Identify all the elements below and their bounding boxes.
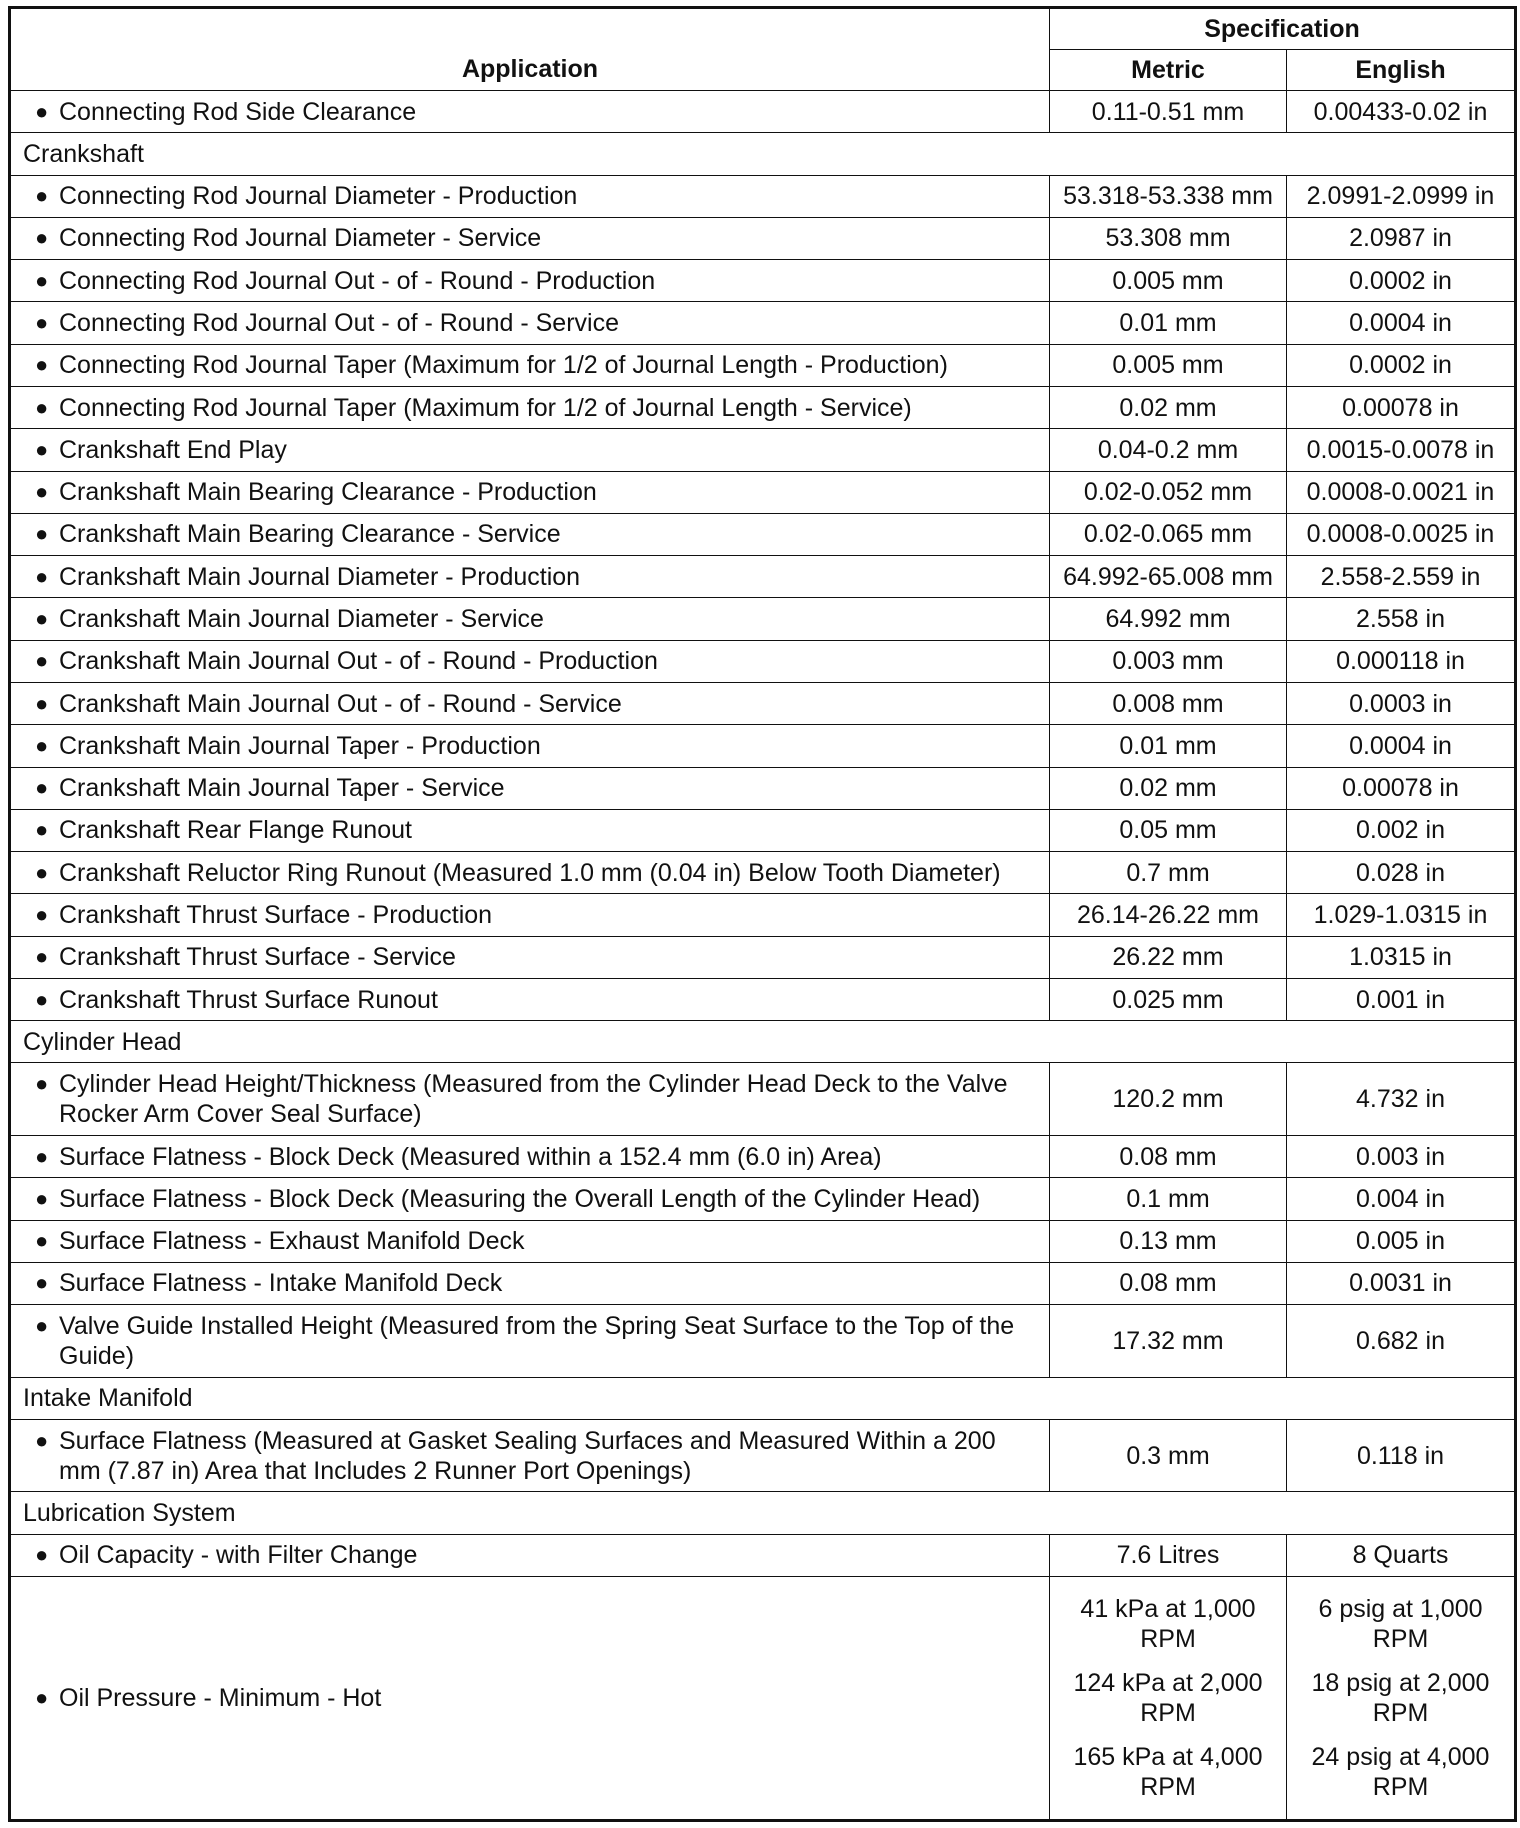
bullet-icon — [23, 393, 59, 423]
application-cell — [10, 344, 1050, 386]
table-row — [10, 175, 1516, 217]
list-item — [23, 1142, 1037, 1172]
table-row — [10, 513, 1516, 555]
bullet-icon — [23, 773, 59, 803]
list-item — [23, 985, 1037, 1015]
bullet-icon — [23, 815, 59, 845]
english-value: 0.002 in — [1287, 809, 1516, 851]
table-row — [10, 809, 1516, 851]
metric-value: 0.01 mm — [1050, 725, 1287, 767]
metric-value: 120.2 mm — [1050, 1063, 1287, 1136]
application-label: Crankshaft Main Bearing Clearance - Service — [59, 520, 561, 549]
bullet-icon — [23, 900, 59, 930]
bullet-icon — [23, 97, 59, 127]
english-value: 4.732 in — [1287, 1063, 1516, 1136]
bullet-icon — [23, 223, 59, 253]
application-label: Crankshaft Thrust Surface - Production — [59, 900, 493, 929]
list-item — [23, 97, 1037, 127]
metric-value: 0.02-0.052 mm — [1050, 471, 1287, 513]
list-item — [23, 815, 1037, 845]
metric-value: 0.3 mm — [1050, 1419, 1287, 1492]
english-value: 1.0315 in — [1287, 936, 1516, 978]
application-label: Connecting Rod Journal Out - of - Round - Service — [59, 309, 619, 338]
table-row — [10, 767, 1516, 809]
table-row — [10, 386, 1516, 428]
table-row — [10, 302, 1516, 344]
application-label: Crankshaft Main Journal Diameter - Service — [59, 605, 544, 634]
list-item — [23, 1226, 1037, 1256]
list-item — [23, 1540, 1037, 1570]
application-label: Surface Flatness - Intake Manifold Deck — [59, 1269, 503, 1298]
bullet-icon — [23, 689, 59, 719]
table-body — [10, 91, 1516, 1821]
application-cell — [10, 1305, 1050, 1378]
application-cell — [10, 1576, 1050, 1820]
metric-value: 0.08 mm — [1050, 1262, 1287, 1304]
list-item — [23, 562, 1037, 592]
application-label: Crankshaft Main Journal Diameter - Production — [59, 562, 581, 591]
english-value: 0.682 in — [1287, 1305, 1516, 1378]
bullet-icon — [23, 477, 59, 507]
table-row — [10, 1305, 1516, 1378]
english-pressure-value: 6 psig at 1,000 RPM — [1318, 1594, 1483, 1653]
section-row — [10, 133, 1516, 175]
metric-value: 0.005 mm — [1050, 344, 1287, 386]
list-item — [23, 731, 1037, 761]
application-cell — [10, 302, 1050, 344]
application-label: Surface Flatness - Block Deck (Measured within a 152.4 mm (6.0 in) Area) — [59, 1142, 882, 1171]
bullet-icon — [23, 1311, 59, 1341]
section-row — [10, 1021, 1516, 1063]
metric-value: 0.1 mm — [1050, 1178, 1287, 1220]
bullet-icon — [23, 731, 59, 761]
application-label: Oil Pressure - Minimum - Hot — [59, 1683, 382, 1712]
bullet-icon — [23, 985, 59, 1015]
section-title: Cylinder Head — [10, 1021, 1516, 1063]
english-value: 0.0015-0.0078 in — [1287, 429, 1516, 471]
table-row — [10, 1135, 1516, 1177]
list-item — [23, 181, 1037, 211]
application-cell — [10, 809, 1050, 851]
english-value: 2.558-2.559 in — [1287, 556, 1516, 598]
english-value: 0.00078 in — [1287, 386, 1516, 428]
oil-pressure-row — [10, 1576, 1516, 1820]
metric-value: 0.003 mm — [1050, 640, 1287, 682]
specification-table — [8, 6, 1517, 1822]
metric-value: 53.318-53.338 mm — [1050, 175, 1287, 217]
application-label: Cylinder Head Height/Thickness (Measured from the Cylinder Head Deck to the Valve Rocker Arm Cover Seal Surface) — [59, 1070, 1008, 1129]
application-label: Oil Capacity - with Filter Change — [59, 1541, 418, 1570]
application-cell — [10, 1419, 1050, 1492]
application-label: Connecting Rod Journal Taper (Maximum for 1/2 of Journal Length - Production) — [59, 351, 948, 380]
metric-value: 7.6 Litres — [1050, 1534, 1287, 1576]
application-label: Connecting Rod Journal Taper (Maximum for 1/2 of Journal Length - Service) — [59, 393, 912, 422]
english-value: 0.028 in — [1287, 852, 1516, 894]
list-item — [23, 519, 1037, 549]
list-item — [23, 350, 1037, 380]
table-row — [10, 471, 1516, 513]
list-item — [23, 942, 1037, 972]
table-row — [10, 556, 1516, 598]
bullet-icon — [23, 562, 59, 592]
list-item — [23, 1069, 1037, 1129]
application-header: Application — [10, 8, 1050, 91]
english-header: English — [1287, 50, 1516, 91]
table-row — [10, 978, 1516, 1020]
metric-value: 64.992-65.008 mm — [1050, 556, 1287, 598]
bullet-icon — [23, 1184, 59, 1214]
english-value: 0.00433-0.02 in — [1287, 91, 1516, 133]
section-title: Crankshaft — [10, 133, 1516, 175]
application-cell — [10, 725, 1050, 767]
application-cell — [10, 175, 1050, 217]
application-cell — [10, 1220, 1050, 1262]
application-label: Connecting Rod Side Clearance — [59, 97, 417, 126]
bullet-icon — [23, 1268, 59, 1298]
application-cell — [10, 386, 1050, 428]
application-label: Crankshaft Main Journal Taper - Service — [59, 774, 505, 803]
bullet-icon — [23, 519, 59, 549]
list-item — [23, 858, 1037, 888]
application-cell — [10, 682, 1050, 724]
table-row — [10, 91, 1516, 133]
english-value: 0.0008-0.0025 in — [1287, 513, 1516, 555]
table-row — [10, 1178, 1516, 1220]
list-item — [23, 1426, 1037, 1486]
list-item — [23, 308, 1037, 338]
table-row — [10, 429, 1516, 471]
application-label: Crankshaft Main Journal Taper - Production — [59, 731, 541, 760]
metric-value: 64.992 mm — [1050, 598, 1287, 640]
english-value: 0.003 in — [1287, 1135, 1516, 1177]
application-label: Crankshaft End Play — [59, 435, 287, 464]
english-value-group — [1287, 1576, 1516, 1820]
application-label: Surface Flatness (Measured at Gasket Sealing Surfaces and Measured Within a 200 mm (7.87 in) Area that Includes 2 Runner Port Openings) — [59, 1426, 996, 1485]
english-pressure-value: 24 psig at 4,000 RPM — [1311, 1742, 1490, 1801]
bullet-icon — [23, 1540, 59, 1570]
list-item — [23, 900, 1037, 930]
application-cell — [10, 513, 1050, 555]
table-row — [10, 217, 1516, 259]
section-row — [10, 1492, 1516, 1534]
metric-value: 0.08 mm — [1050, 1135, 1287, 1177]
metric-value: 0.008 mm — [1050, 682, 1287, 724]
list-item — [23, 477, 1037, 507]
english-value: 0.000118 in — [1287, 640, 1516, 682]
table-row — [10, 894, 1516, 936]
bullet-icon — [23, 308, 59, 338]
english-value: 2.0987 in — [1287, 217, 1516, 259]
list-item — [23, 604, 1037, 634]
metric-value: 0.05 mm — [1050, 809, 1287, 851]
table-row — [10, 1262, 1516, 1304]
metric-value: 26.22 mm — [1050, 936, 1287, 978]
list-item — [23, 773, 1037, 803]
metric-value: 0.11-0.51 mm — [1050, 91, 1287, 133]
english-value: 1.029-1.0315 in — [1287, 894, 1516, 936]
application-cell — [10, 936, 1050, 978]
table-row — [10, 852, 1516, 894]
bullet-icon — [23, 942, 59, 972]
table-row — [10, 1220, 1516, 1262]
english-value: 0.0002 in — [1287, 344, 1516, 386]
application-cell — [10, 852, 1050, 894]
english-value: 0.0031 in — [1287, 1262, 1516, 1304]
application-label: Crankshaft Main Bearing Clearance - Production — [59, 478, 597, 507]
section-title: Lubrication System — [10, 1492, 1516, 1534]
metric-value: 0.005 mm — [1050, 260, 1287, 302]
list-item — [23, 1184, 1037, 1214]
application-label: Connecting Rod Journal Diameter - Service — [59, 224, 542, 253]
application-label: Connecting Rod Journal Out - of - Round - Production — [59, 266, 656, 295]
application-label: Surface Flatness - Block Deck (Measuring the Overall Length of the Cylinder Head) — [59, 1184, 981, 1213]
metric-value: 0.7 mm — [1050, 852, 1287, 894]
list-item — [23, 223, 1037, 253]
english-value: 0.0002 in — [1287, 260, 1516, 302]
application-label: Crankshaft Rear Flange Runout — [59, 816, 412, 845]
english-value: 0.0003 in — [1287, 682, 1516, 724]
application-cell — [10, 217, 1050, 259]
list-item — [23, 689, 1037, 719]
application-cell — [10, 598, 1050, 640]
section-row — [10, 1377, 1516, 1419]
metric-pressure-value: 41 kPa at 1,000 RPM — [1080, 1594, 1256, 1653]
table-row — [10, 725, 1516, 767]
application-cell — [10, 471, 1050, 513]
list-item — [23, 393, 1037, 423]
list-item — [23, 1268, 1037, 1298]
application-cell — [10, 556, 1050, 598]
application-label: Connecting Rod Journal Diameter - Production — [59, 182, 578, 211]
section-title: Intake Manifold — [10, 1377, 1516, 1419]
specification-header: Specification — [1050, 8, 1516, 50]
application-label: Surface Flatness - Exhaust Manifold Deck — [59, 1227, 525, 1256]
application-cell — [10, 640, 1050, 682]
table-row — [10, 640, 1516, 682]
application-label: Crankshaft Thrust Surface Runout — [59, 985, 438, 1014]
bullet-icon — [23, 604, 59, 634]
bullet-icon — [23, 646, 59, 676]
bullet-icon — [23, 266, 59, 296]
application-cell — [10, 429, 1050, 471]
english-value: 2.0991-2.0999 in — [1287, 175, 1516, 217]
application-cell — [10, 978, 1050, 1020]
english-value: 0.0004 in — [1287, 302, 1516, 344]
table-row — [10, 598, 1516, 640]
table-row — [10, 344, 1516, 386]
application-cell — [10, 1262, 1050, 1304]
english-value: 2.558 in — [1287, 598, 1516, 640]
table-row — [10, 1419, 1516, 1492]
bullet-icon — [23, 1142, 59, 1172]
metric-pressure-value: 165 kPa at 4,000 RPM — [1073, 1742, 1263, 1801]
bullet-icon — [23, 1426, 59, 1456]
metric-value: 0.13 mm — [1050, 1220, 1287, 1262]
english-value: 0.0004 in — [1287, 725, 1516, 767]
bullet-icon — [23, 1069, 59, 1099]
metric-value: 0.02-0.065 mm — [1050, 513, 1287, 555]
metric-value: 26.14-26.22 mm — [1050, 894, 1287, 936]
english-value: 0.0008-0.0021 in — [1287, 471, 1516, 513]
header-row-top — [10, 8, 1516, 50]
english-value: 0.118 in — [1287, 1419, 1516, 1492]
application-cell — [10, 1135, 1050, 1177]
application-cell — [10, 767, 1050, 809]
list-item — [23, 266, 1037, 296]
english-value: 0.005 in — [1287, 1220, 1516, 1262]
metric-value: 0.02 mm — [1050, 386, 1287, 428]
list-item — [23, 1683, 1037, 1713]
application-label: Crankshaft Reluctor Ring Runout (Measured 1.0 mm (0.04 in) Below Tooth Diameter) — [59, 858, 1001, 887]
metric-value: 0.01 mm — [1050, 302, 1287, 344]
application-label: Crankshaft Thrust Surface - Service — [59, 943, 456, 972]
application-cell — [10, 1534, 1050, 1576]
application-label: Crankshaft Main Journal Out - of - Round - Service — [59, 689, 622, 718]
english-value: 8 Quarts — [1287, 1534, 1516, 1576]
application-cell — [10, 1063, 1050, 1136]
list-item — [23, 646, 1037, 676]
bullet-icon — [23, 435, 59, 465]
application-cell — [10, 894, 1050, 936]
table-row — [10, 1534, 1516, 1576]
list-item — [23, 435, 1037, 465]
bullet-icon — [23, 858, 59, 888]
metric-value-group — [1050, 1576, 1287, 1820]
metric-value: 0.025 mm — [1050, 978, 1287, 1020]
bullet-icon — [23, 350, 59, 380]
application-cell — [10, 260, 1050, 302]
bullet-icon — [23, 181, 59, 211]
table-row — [10, 260, 1516, 302]
metric-value: 17.32 mm — [1050, 1305, 1287, 1378]
bullet-icon — [23, 1226, 59, 1256]
application-cell — [10, 91, 1050, 133]
table-row — [10, 682, 1516, 724]
list-item — [23, 1311, 1037, 1371]
metric-pressure-value: 124 kPa at 2,000 RPM — [1073, 1668, 1263, 1727]
english-pressure-value: 18 psig at 2,000 RPM — [1311, 1668, 1490, 1727]
application-label: Valve Guide Installed Height (Measured from the Spring Seat Surface to the Top of the Guide) — [59, 1311, 1015, 1370]
metric-value: 0.02 mm — [1050, 767, 1287, 809]
english-value: 0.001 in — [1287, 978, 1516, 1020]
metric-value: 53.308 mm — [1050, 217, 1287, 259]
english-value: 0.00078 in — [1287, 767, 1516, 809]
bullet-icon — [23, 1683, 59, 1713]
application-label: Crankshaft Main Journal Out - of - Round - Production — [59, 647, 658, 676]
table-row — [10, 936, 1516, 978]
metric-value: 0.04-0.2 mm — [1050, 429, 1287, 471]
table-row — [10, 1063, 1516, 1136]
english-value: 0.004 in — [1287, 1178, 1516, 1220]
metric-header: Metric — [1050, 50, 1287, 91]
application-cell — [10, 1178, 1050, 1220]
